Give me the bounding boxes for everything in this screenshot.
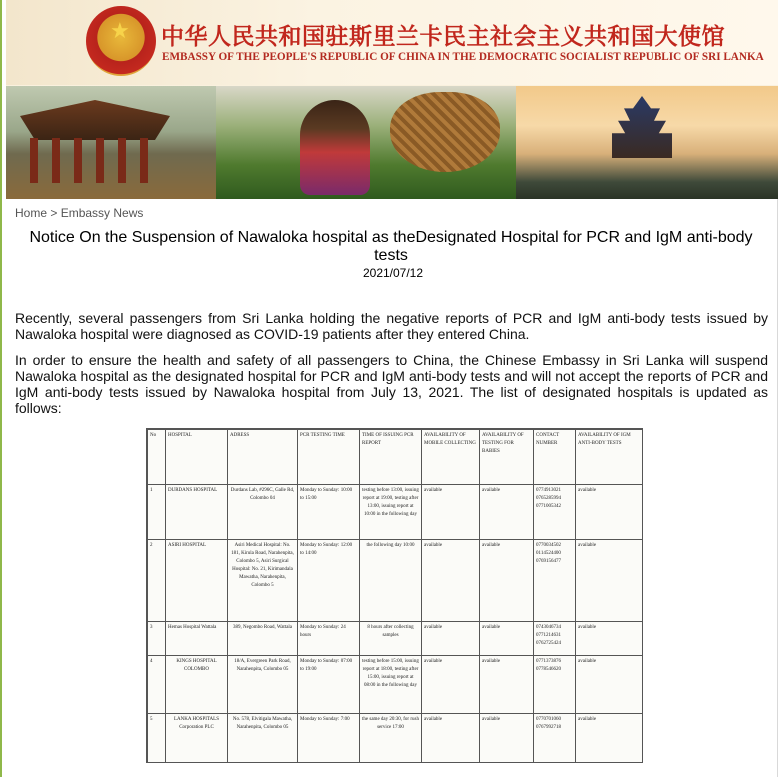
table-cell: available bbox=[576, 714, 643, 764]
table-row bbox=[148, 622, 643, 656]
embassy-title-english: EMBASSY OF THE PEOPLE'S REPUBLIC OF CHINA IN THE DEMOCRATIC SOCIALIST REPUBLIC OF SRI LANKA bbox=[162, 51, 764, 63]
table-cell: Asiri Medical Hospital: No. 181, Kirula Road, Narahenpita, Colombo 5, Asiri Surgical Hospital: No. 21, Kirimandala Mawatha, Narahenpita, Colombo 5 bbox=[228, 540, 298, 622]
table-cell: available bbox=[480, 485, 534, 540]
table-cell: 8 hours after collecting samples bbox=[360, 622, 422, 656]
table-cell: Monday to Sunday: 24 hours bbox=[298, 622, 360, 656]
table-cell: available bbox=[422, 656, 480, 714]
article-paragraph-1: Recently, several passengers from Sri Lanka holding the negative reports of PCR and IgM anti-body tests issued by Nawaloka hospital were diagnosed as COVID-19 patients after they entered China. bbox=[15, 310, 768, 342]
table-cell: available bbox=[576, 540, 643, 622]
table-row bbox=[148, 656, 643, 714]
table-cell: 1 bbox=[148, 485, 166, 540]
table-cell: available bbox=[480, 540, 534, 622]
table-cell: 0771373876 0778546620 bbox=[534, 656, 576, 714]
table-row bbox=[148, 485, 643, 540]
table-cell: Monday to Sunday: 10:00 to 15:00 bbox=[298, 485, 360, 540]
table-cell: Monday to Sunday: 07:00 to 19:00 bbox=[298, 656, 360, 714]
table-header-cell: TIME OF ISSUING PCR REPORT bbox=[360, 430, 422, 485]
table-cell: available bbox=[480, 622, 534, 656]
table-cell: available bbox=[422, 714, 480, 764]
table-cell: 389, Negombo Road, Wattala bbox=[228, 622, 298, 656]
embassy-title-chinese: 中华人民共和国驻斯里兰卡民主社会主义共和国大使馆 bbox=[161, 23, 725, 50]
table-cell: LANKA HOSPITALS Corporation PLC bbox=[166, 714, 228, 764]
table-cell: 18/A, Evergreen Park Road, Narahenpita, Colombo 05 bbox=[228, 656, 298, 714]
table-cell: Hemas Hospital Wattala bbox=[166, 622, 228, 656]
table-cell: available bbox=[576, 656, 643, 714]
table-row bbox=[148, 714, 643, 764]
table-cell: Monday to Sunday: 12:00 to 14:00 bbox=[298, 540, 360, 622]
table-header-cell: AVAILABILITY OF MOBILE COLLECTING bbox=[422, 430, 480, 485]
tea-picker-figure bbox=[300, 100, 370, 195]
table-cell: the same day 20:30, for rush service 17:00 bbox=[360, 714, 422, 764]
tea-basket bbox=[390, 92, 500, 172]
table-cell: the following day 10:00 bbox=[360, 540, 422, 622]
designated-hospitals-table-image bbox=[146, 428, 643, 763]
table-cell: Durdans Lab, #296C, Galle Rd, Colombo 04 bbox=[228, 485, 298, 540]
table-header-cell: AVAILABILITY OF IGM ANTI-BODY TESTS bbox=[576, 430, 643, 485]
table-cell: 0770701060 0767992718 bbox=[534, 714, 576, 764]
breadcrumb-separator: > bbox=[47, 206, 61, 220]
table-header-cell: AVAILABILITY OF TESTING FOR BABIES bbox=[480, 430, 534, 485]
table-header-cell: PCR TESTING TIME bbox=[298, 430, 360, 485]
table-cell: available bbox=[480, 714, 534, 764]
article-paragraph-2: In order to ensure the health and safety of all passengers to China, the Chinese Embassy in Sri Lanka will suspend Nawaloka hospital as the designated hospital for PCR and IgM anti-body tests and will not accept the reports of PCR and IgM anti-body tests issued by Nawaloka hospital from July 13, 2021. The list of designated hospitals is updated as follows: bbox=[15, 352, 768, 416]
emblem-star-icon: ★ bbox=[110, 18, 130, 43]
table-cell: available bbox=[576, 485, 643, 540]
table-cell: No. 578, Elvitigala Mawatha, Narahenpita, Colombo 05 bbox=[228, 714, 298, 764]
table-cell: testing before 15:00, issuing report at 18:00, testing after 15:00, issuing report at 08:00 in the following day bbox=[360, 656, 422, 714]
table-cell: 0743046734 0771214631 0762725424 bbox=[534, 622, 576, 656]
table-cell: available bbox=[480, 656, 534, 714]
table-cell: 0770034502 0114524400 0769156477 bbox=[534, 540, 576, 622]
designated-hospitals-table bbox=[147, 429, 643, 763]
table-cell: Monday to Sunday: 7:00 bbox=[298, 714, 360, 764]
table-header-cell: CONTACT NUMBER bbox=[534, 430, 576, 485]
table-header-cell: ADRESS bbox=[228, 430, 298, 485]
breadcrumb-embassy-news-link[interactable]: Embassy News bbox=[60, 206, 144, 220]
table-header-cell: HOSPITAL bbox=[166, 430, 228, 485]
pavilion-pillars bbox=[30, 138, 160, 183]
table-cell: ASIRI HOSPITAL bbox=[166, 540, 228, 622]
table-cell: DURDANS HOSPITAL bbox=[166, 485, 228, 540]
table-cell: testing before 13:00, issuing report at 19:00, testing after 13:00, issuing report at 10:00 in the following day bbox=[360, 485, 422, 540]
article-title: Notice On the Suspension of Nawaloka hospital as theDesignated Hospital for PCR and IgM anti-body tests bbox=[29, 229, 753, 264]
table-cell: 4 bbox=[148, 656, 166, 714]
breadcrumb bbox=[15, 206, 143, 220]
article-date: 2021/07/12 bbox=[362, 266, 424, 280]
table-header-cell: No bbox=[148, 430, 166, 485]
table-cell: available bbox=[422, 622, 480, 656]
breadcrumb-home-link[interactable]: Home bbox=[15, 206, 48, 220]
table-cell: available bbox=[576, 622, 643, 656]
table-cell: available bbox=[422, 485, 480, 540]
table-header-row bbox=[148, 430, 643, 485]
table-cell: available bbox=[422, 540, 480, 622]
table-cell: 5 bbox=[148, 714, 166, 764]
table-row bbox=[148, 540, 643, 622]
table-cell: 3 bbox=[148, 622, 166, 656]
table-cell: 0774913021 0765285994 0771005342 bbox=[534, 485, 576, 540]
table-cell: KINGS HOSPITAL COLOMBO bbox=[166, 656, 228, 714]
table-cell: 2 bbox=[148, 540, 166, 622]
